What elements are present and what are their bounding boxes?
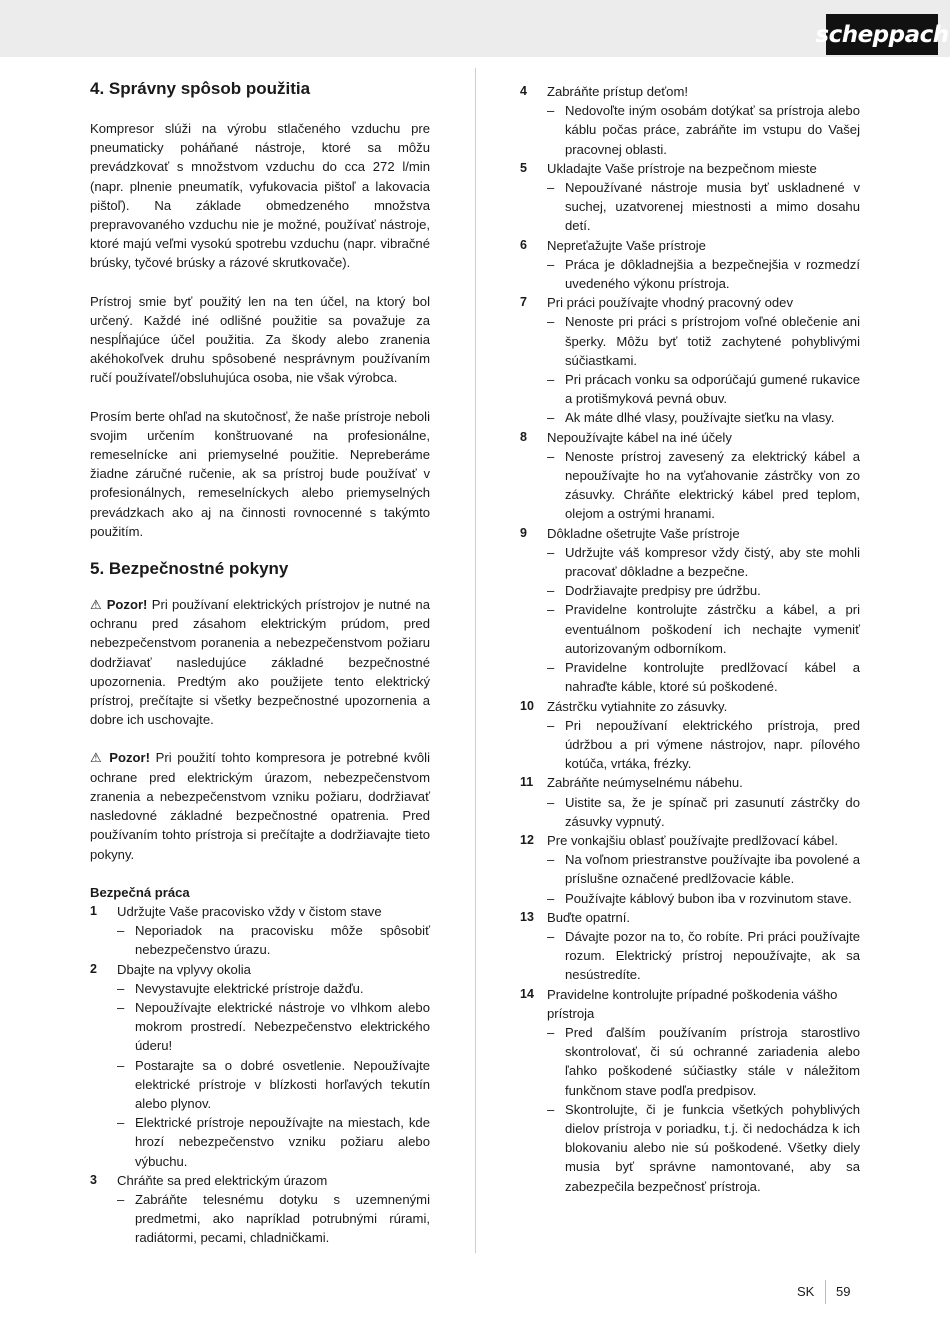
sub-item-text: Pred ďalším používaním prístroja starostlivo skontrolovať, či sú ochranné zariadenia alebo ľahko poškodené súčiastky stále v náležitom funkčnom stave podľa predpisov. bbox=[565, 1024, 860, 1098]
page-number: 59 bbox=[836, 1284, 851, 1299]
sub-item bbox=[520, 312, 860, 370]
footer-language: SK bbox=[797, 1284, 815, 1299]
dash-bullet: – bbox=[547, 717, 555, 733]
dash-bullet: – bbox=[547, 890, 555, 906]
sub-item bbox=[520, 408, 860, 427]
sub-item-text: Pravidelne kontrolujte zástrčku a kábel, a pri eventuálnom poškodení ich nechajte vymeniť autorizovaným odborníkom. bbox=[565, 602, 860, 656]
sub-item-text: Pravidelne kontrolujte predlžovací kábel a nahraďte káble, ktoré sú poškodené. bbox=[565, 660, 860, 695]
item-number: 2 bbox=[90, 961, 97, 976]
item-number: 10 bbox=[520, 698, 534, 713]
list-item bbox=[520, 524, 860, 543]
header-bar bbox=[0, 0, 950, 57]
sub-item bbox=[90, 979, 430, 998]
dash-bullet: – bbox=[547, 180, 555, 196]
list-item bbox=[520, 773, 860, 792]
sub-item bbox=[520, 255, 860, 293]
sub-item bbox=[90, 1190, 430, 1248]
sub-item-text: Postarajte sa o dobré osvetlenie. Nepoužívajte elektrické prístroje v blízkosti horľavých tekutín alebo plynov. bbox=[135, 1057, 430, 1111]
sub-item bbox=[520, 1100, 860, 1196]
warning-text: Pri používaní elektrických prístrojov je nutné na ochranu pred zásahom elektrickým prúdom, pred nebezpečenstvom poranenia a nebezpečenstvom požiaru dodržiavať nasledujúce základné bezpečnostné upozornenia. Predtým ako použijete tento elektrický prístroj, prečítajte si všetky bezpečnostné upozornenia a dobre ich uschovajte. bbox=[90, 597, 430, 728]
item-heading: Zástrčku vytiahnite zo zásuvky. bbox=[547, 698, 728, 714]
sub-item bbox=[520, 793, 860, 831]
warning-label: Pozor! bbox=[106, 597, 148, 613]
section-5-title: 5. Bezpečnostné pokyny bbox=[90, 559, 289, 579]
sub-item-text: Nepoužívané nástroje musia byť uskladnené v suchej, uzatvorenej miestnosti a mimo dosahu detí. bbox=[565, 180, 860, 234]
left-column bbox=[90, 78, 430, 1248]
item-heading: Pri práci používajte vhodný pracovný odev bbox=[547, 295, 794, 311]
dash-bullet: – bbox=[117, 923, 125, 939]
dash-bullet: – bbox=[547, 448, 555, 464]
paragraph: Prosím berte ohľad na skutočnosť, že naše prístroje neboli svojim určením konštruované na profesionálne, remeselnícke ani priemyselné použitie. Nepreberáme žiadne záručné ručenie, ak sa prístroj bude používať v profesionálnych, remeselníckych alebo priemyselných prevádzkach ako aj na činnosti rovnocenné s takýmto použitím. bbox=[90, 408, 430, 539]
dash-bullet: – bbox=[117, 999, 125, 1015]
sub-item-text: Na voľnom priestranstve používajte iba povolené a príslušne označené predlžovacie káble. bbox=[565, 852, 860, 887]
footer-divider bbox=[825, 1280, 826, 1304]
sub-item-text: Nevystavujte elektrické prístroje dažďu. bbox=[135, 980, 364, 996]
sub-item-text: Dodržiavajte predpisy pre údržbu. bbox=[565, 583, 761, 599]
sub-item-text: Používajte káblový bubon iba v rozvinutom stave. bbox=[565, 890, 852, 906]
sub-item-text: Práca je dôkladnejšia a bezpečnejšia v rozmedzí uvedeného výkonu prístroja. bbox=[565, 256, 860, 292]
sub-item-text: Nedovoľte iným osobám dotýkať sa prístroja alebo káblu počas práce, zabráňte im vstupu do Vašej pracovnej oblasti. bbox=[565, 103, 860, 157]
warning-paragraph bbox=[90, 595, 430, 729]
item-heading: Zabráňte neúmyselnému nábehu. bbox=[547, 775, 743, 791]
item-number: 6 bbox=[520, 237, 527, 252]
sub-item-text: Ak máte dlhé vlasy, používajte sieťku na vlasy. bbox=[565, 410, 835, 426]
column-divider bbox=[475, 68, 476, 1253]
dash-bullet: – bbox=[117, 1057, 125, 1073]
sub-item-text: Nenoste pri práci s prístrojom voľné oblečenie ani šperky. Môžu byť totiž zachytené pohyblivými súčiastkami. bbox=[565, 314, 860, 368]
dash-bullet: – bbox=[547, 583, 555, 599]
dash-bullet: – bbox=[547, 410, 555, 426]
list-item bbox=[90, 1171, 430, 1190]
sub-item bbox=[520, 101, 860, 159]
warning-icon: ⚠ bbox=[90, 597, 103, 613]
dash-bullet: – bbox=[547, 852, 555, 868]
sub-item-text: Zabráňte telesnému dotyku s uzemnenými predmetmi, ako napríklad potrubnými rúrami, radiátormi, pecami, chladničkami. bbox=[135, 1191, 430, 1246]
dash-bullet: – bbox=[547, 372, 555, 388]
list-item bbox=[520, 82, 860, 101]
list-item bbox=[520, 985, 860, 1023]
list-item bbox=[520, 428, 860, 447]
sub-item-text: Skontrolujte, či je funkcia všetkých pohyblivých dielov prístroja v poriadku, t.j. či nedochádza k ich blokovaniu alebo nie sú poškodené. Všetky diely musia byť správne namontované, aby sa zabezpečila bezpečnosť prístroja. bbox=[565, 1101, 860, 1194]
dash-bullet: – bbox=[547, 103, 555, 119]
warning-text: Pri použití tohto kompresora je potrebné kvôli ochrane pred elektrickým úrazom, nebezpečenstvom zranenia a nebezpečenstvom vzniku požiaru, dodržiavať nasledovné základné bezpečnostné opatrenia. Pred používaním tohto prístroja si prečítajte a dodržiavajte tieto pokyny. bbox=[90, 750, 431, 862]
dash-bullet: – bbox=[547, 602, 555, 618]
list-item bbox=[520, 908, 860, 927]
item-number: 5 bbox=[520, 160, 527, 175]
item-heading: Nepoužívajte kábel na iné účely bbox=[547, 429, 732, 445]
sub-item-text: Dávajte pozor na to, čo robíte. Pri práci používajte rozum. Elektrický prístroj nepoužívajte, ak sa nesústredíte. bbox=[565, 928, 860, 983]
item-number: 9 bbox=[520, 525, 527, 540]
list-item bbox=[90, 960, 430, 979]
warning-paragraph bbox=[90, 748, 430, 863]
sub-item-text: Neporiadok na pracovisku môže spôsobiť nebezpečenstvo úrazu. bbox=[135, 923, 430, 958]
right-column bbox=[520, 82, 860, 1196]
sub-item-text: Pri prácach vonku sa odporúčajú gumené rukavice a protišmyková pevná obuv. bbox=[565, 372, 860, 407]
dash-bullet: – bbox=[547, 794, 555, 810]
sub-item bbox=[90, 921, 430, 959]
item-heading: Pravidelne kontrolujte prípadné poškodenia vášho prístroja bbox=[547, 986, 838, 1021]
safety-list-right bbox=[520, 82, 860, 1196]
sub-item bbox=[520, 716, 860, 774]
sub-item bbox=[90, 998, 430, 1056]
sub-item bbox=[520, 370, 860, 408]
brand-logo: scheppach bbox=[826, 14, 938, 55]
item-heading: Chráňte sa pred elektrickým úrazom bbox=[117, 1172, 328, 1188]
dash-bullet: – bbox=[547, 928, 555, 944]
item-number: 7 bbox=[520, 295, 527, 310]
dash-bullet: – bbox=[117, 980, 125, 996]
sub-item bbox=[520, 543, 860, 581]
item-number: 14 bbox=[520, 986, 534, 1001]
dash-bullet: – bbox=[547, 1024, 555, 1040]
sub-item bbox=[520, 178, 860, 236]
item-number: 13 bbox=[520, 909, 534, 924]
warning-label: Pozor! bbox=[109, 750, 151, 766]
section-4-title: 4. Správny spôsob použitia bbox=[90, 79, 311, 98]
sub-item-text: Nepoužívajte elektrické nástroje vo vlhkom alebo mokrom prostredí. Nebezpečenstvo elektrického úderu! bbox=[135, 999, 430, 1054]
sub-item bbox=[520, 600, 860, 658]
sub-item bbox=[90, 1056, 430, 1114]
item-number: 3 bbox=[90, 1172, 97, 1187]
sub-item bbox=[520, 447, 860, 524]
item-heading: Ukladajte Vaše prístroje na bezpečnom mieste bbox=[547, 160, 817, 176]
warning-icon: ⚠ bbox=[90, 750, 104, 766]
paragraph: Prístroj smie byť použitý len na ten účel, na ktorý bol určený. Každé iné odlišné použitie sa považuje za nespĺňajúce účel použitia. Za škody alebo zranenia akéhokoľvek druhu spôsobené nesprávnym používaním ručí používateľ/obsluhujúca osoba, nie však výrobca. bbox=[90, 293, 430, 386]
sub-item bbox=[520, 658, 860, 696]
safety-list-left bbox=[90, 902, 430, 1248]
item-number: 12 bbox=[520, 832, 534, 847]
item-heading: Nepreťažujte Vaše prístroje bbox=[547, 237, 706, 253]
sub-item bbox=[520, 1023, 860, 1100]
item-heading: Pre vonkajšiu oblasť používajte predlžovací kábel. bbox=[547, 832, 838, 848]
list-item bbox=[90, 902, 430, 921]
safe-work-heading: Bezpečná práca bbox=[90, 884, 190, 900]
item-number: 8 bbox=[520, 429, 527, 444]
dash-bullet: – bbox=[547, 544, 555, 560]
dash-bullet: – bbox=[547, 314, 555, 330]
sub-item bbox=[90, 1113, 430, 1171]
paragraph: Kompresor slúži na výrobu stlačeného vzduchu pre pneumaticky poháňané nástroje, ktoré sa môžu prevádzkovať s množstvom vzduchu do cca 272 l/min (napr. plnenie pneumatík, vyfukovacia pištoľ a lakovacia pištoľ). Na základe obmedzeného množstva prepravovaného vzduchu nie je možné, používať nástroje, ktoré majú veľmi vysokú spotrebu vzduchu (napr. vibračné brúsky, tyčové brúsky a rázové skrutkovače). bbox=[90, 121, 430, 271]
sub-item bbox=[520, 581, 860, 600]
item-number: 1 bbox=[90, 903, 97, 918]
sub-item-text: Uistite sa, že je spínač pri zasunutí zástrčky do zásuvky vypnutý. bbox=[565, 794, 860, 829]
list-item bbox=[520, 293, 860, 312]
item-number: 4 bbox=[520, 84, 527, 98]
sub-item-text: Udržujte váš kompresor vždy čistý, aby ste mohli pracovať dôkladne a bezpečne. bbox=[565, 544, 860, 580]
dash-bullet: – bbox=[547, 1101, 555, 1117]
sub-item-text: Elektrické prístroje nepoužívajte na miestach, kde hrozí nebezpečenstvo vzniku požiaru alebo výbuchu. bbox=[135, 1115, 430, 1169]
sub-item-text: Pri nepoužívaní elektrického prístroja, pred údržbou a pri výmene nástrojov, napr. pílového kotúča, vrtáka, frézky. bbox=[565, 717, 860, 772]
dash-bullet: – bbox=[117, 1115, 125, 1131]
list-item bbox=[520, 697, 860, 716]
sub-item bbox=[520, 927, 860, 985]
list-item bbox=[520, 236, 860, 255]
item-number: 11 bbox=[520, 775, 534, 790]
item-heading: Dbajte na vplyvy okolia bbox=[117, 961, 251, 977]
list-item bbox=[520, 831, 860, 850]
dash-bullet: – bbox=[117, 1191, 125, 1207]
item-heading: Dôkladne ošetrujte Vaše prístroje bbox=[547, 525, 740, 541]
item-heading: Buďte opatrní. bbox=[547, 909, 631, 925]
item-heading: Zabráňte prístup deťom! bbox=[547, 84, 689, 99]
dash-bullet: – bbox=[547, 660, 555, 676]
sub-item-text: Nenoste prístroj zavesený za elektrický kábel a nepoužívajte ho na vyťahovanie zástrčky von zo zásuvky. Chráňte elektrický kábel pred teplom, olejom a ostrými hranami. bbox=[565, 448, 860, 522]
sub-item bbox=[520, 889, 860, 908]
item-heading: Udržujte Vaše pracovisko vždy v čistom stave bbox=[117, 903, 382, 919]
sub-item bbox=[520, 850, 860, 888]
list-item bbox=[520, 159, 860, 178]
dash-bullet: – bbox=[547, 256, 555, 272]
